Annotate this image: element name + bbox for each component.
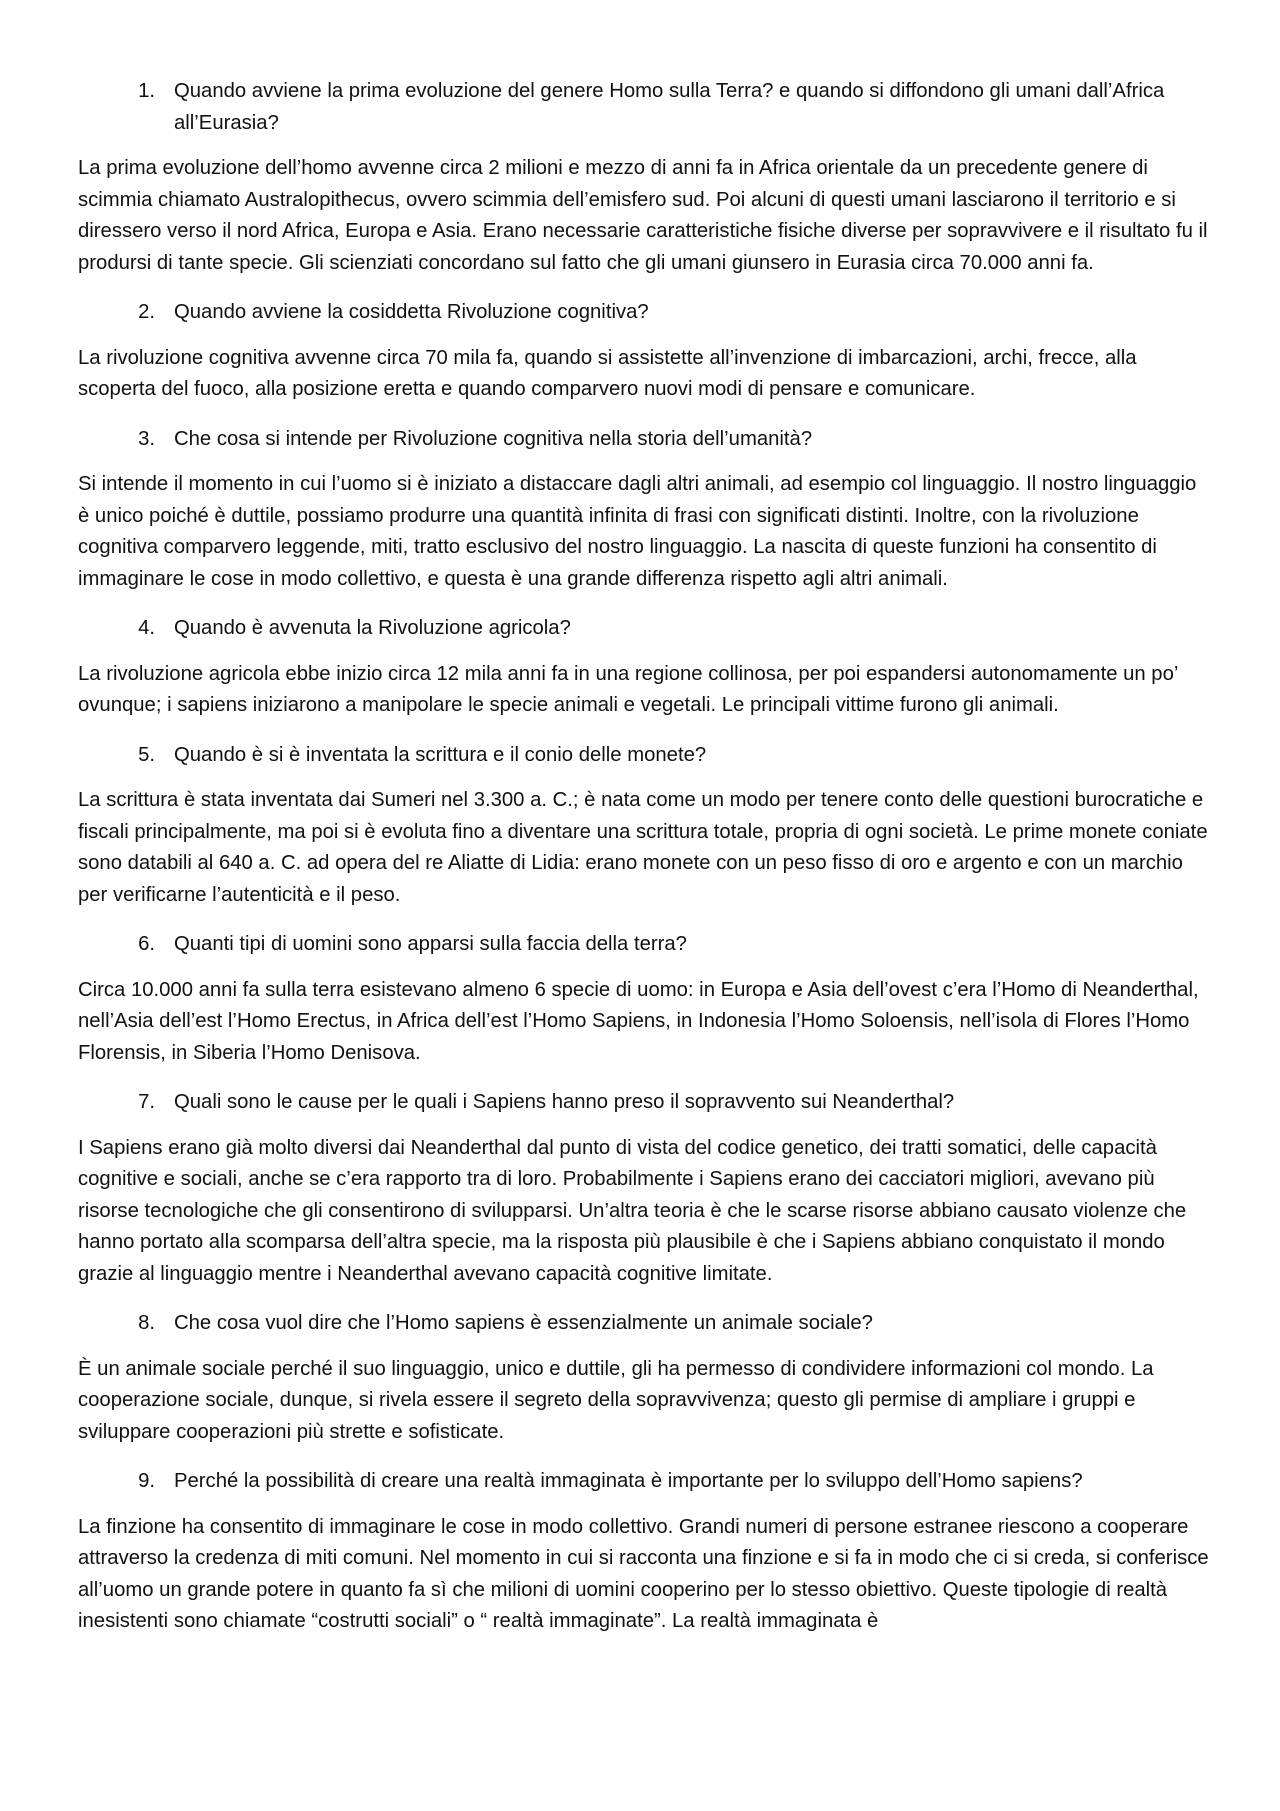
question-number: 9. bbox=[138, 1470, 155, 1492]
qa-item-4 bbox=[78, 613, 1213, 722]
question-number: 6. bbox=[138, 933, 155, 955]
question-number: 8. bbox=[138, 1312, 155, 1334]
question-text: Che cosa si intende per Rivoluzione cognitiva nella storia dell’umanità? bbox=[174, 427, 813, 450]
answer-4: La rivoluzione agricola ebbe inizio circa 12 mila anni fa in una regione collinosa, per poi espandersi autonomamente un po’ ovunque; i sapiens iniziarono a manipolare le specie animali e vegetali. Le principali vittime furono gli animali. bbox=[78, 662, 1178, 716]
question-text: Che cosa vuol dire che l’Homo sapiens è essenzialmente un animale sociale? bbox=[174, 1312, 873, 1334]
qa-item-9 bbox=[78, 1466, 1213, 1638]
answer-9: La finzione ha consentito di immaginare le cose in modo collettivo. Grandi numeri di persone estranee riescono a cooperare attraverso la credenza di miti comuni. Nel momento in cui si racconta una finzione e si fa in modo che ci si creda, si conferisce all’uomo un grande potere in quanto fa sì che milioni di uomini cooperino per lo stesso obiettivo. Queste tipologie di realtà inesistenti sono chiamate “costrutti sociali” o “ realtà immaginate”. La realtà immaginata è bbox=[78, 1515, 1209, 1632]
question-1 bbox=[78, 76, 1213, 139]
question-3 bbox=[78, 424, 1213, 456]
qa-item-7 bbox=[78, 1087, 1213, 1290]
question-6 bbox=[78, 929, 1213, 961]
question-text: Quando avviene la prima evoluzione del genere Homo sulla Terra? e quando si diffondono gli umani dall’Africa all’Eurasia? bbox=[174, 80, 1165, 134]
qa-item-2 bbox=[78, 297, 1213, 406]
question-5 bbox=[78, 740, 1213, 772]
answer-3: Si intende il momento in cui l’uomo si è iniziato a distaccare dagli altri animali, ad esempio col linguaggio. Il nostro linguaggio è unico poiché è duttile, possiamo produrre una quantità infinita di frasi con significati distinti. Inoltre, con la rivoluzione cognitiva comparvero leggende, miti, tratto esclusivo del nostro linguaggio. La nascita di queste funzioni ha consentito di immaginare le cose in modo collettivo, e questa è una grande differenza rispetto agli altri animali. bbox=[78, 473, 1197, 590]
question-9 bbox=[78, 1466, 1213, 1498]
question-number: 1. bbox=[138, 80, 155, 102]
question-number: 7. bbox=[138, 1091, 155, 1113]
question-text: Perché la possibilità di creare una realtà immaginata è importante per lo sviluppo dell’Homo sapiens? bbox=[174, 1470, 1083, 1492]
qa-item-5 bbox=[78, 740, 1213, 912]
question-8 bbox=[78, 1308, 1213, 1340]
qa-item-6 bbox=[78, 929, 1213, 1069]
question-2 bbox=[78, 297, 1213, 329]
answer-8: È un animale sociale perché il suo linguaggio, unico e duttile, gli ha permesso di condividere informazioni col mondo. La cooperazione sociale, dunque, si rivela essere il segreto della sopravvivenza; questo gli permise di ampliare i gruppi e sviluppare cooperazioni più strette e sofisticate. bbox=[78, 1357, 1154, 1443]
qa-item-8 bbox=[78, 1308, 1213, 1448]
question-number: 5. bbox=[138, 743, 155, 766]
answer-1: La prima evoluzione dell’homo avvenne circa 2 milioni e mezzo di anni fa in Africa orientale da un precedente genere di scimmia chiamato Australopithecus, ovvero scimmia dell’emisfero sud. Poi alcuni di questi umani lasciarono il territorio e si diressero verso il nord Africa, Europa e Asia. Erano necessarie caratteristiche fisiche diverse per sopravvivere e il risultato fu il prodursi di tante specie. Gli scienziati concordano sul fatto che gli umani giunsero in Eurasia circa 70.000 anni fa. bbox=[78, 157, 1208, 274]
question-text: Quando è si è inventata la scrittura e il conio delle monete? bbox=[174, 743, 707, 766]
answer-2: La rivoluzione cognitiva avvenne circa 70 mila fa, quando si assistette all’invenzione di imbarcazioni, archi, frecce, alla scoperta del fuoco, alla posizione eretta e quando comparvero nuovi modi di pensare e comunicare. bbox=[78, 346, 1137, 400]
answer-6: Circa 10.000 anni fa sulla terra esistevano almeno 6 specie di uomo: in Europa e Asia dell’ovest c’era l’Homo di Neanderthal, nell’Asia dell’est l’Homo Erectus, in Africa dell’est l’Homo Sapiens, in Indonesia l’Homo Soloensis, nell’isola di Flores l’Homo Florensis, in Siberia l’Homo Denisova. bbox=[78, 978, 1199, 1064]
question-text: Quali sono le cause per le quali i Sapiens hanno preso il sopravvento sui Neanderthal? bbox=[174, 1091, 955, 1113]
qa-item-3 bbox=[78, 424, 1213, 596]
question-4 bbox=[78, 613, 1213, 645]
question-text: Quando è avvenuta la Rivoluzione agricola? bbox=[174, 617, 571, 639]
document-page bbox=[78, 76, 1213, 1656]
answer-7: I Sapiens erano già molto diversi dai Neanderthal dal punto di vista del codice genetico, dei tratti somatici, delle capacità cognitive e sociali, anche se c’era rapporto tra di loro. Probabilmente i Sapiens erano dei cacciatori migliori, avevano più risorse tecnologiche che gli consentirono di svilupparsi. Un’altra teoria è che le scarse risorse abbiano causato violenze che hanno portato alla scomparsa dell’altra specie, ma la risposta più plausibile è che i Sapiens abbiano conquistato il mondo grazie al linguaggio mentre i Neanderthal avevano capacità cognitive limitate. bbox=[78, 1136, 1187, 1285]
answer-5: La scrittura è stata inventata dai Sumeri nel 3.300 a. C.; è nata come un modo per tenere conto delle questioni burocratiche e fiscali principalmente, ma poi si è evoluta fino a diventare una scrittura totale, propria di ogni società. Le prime monete coniate sono databili al 640 a. C. ad opera del re Aliatte di Lidia: erano monete con un peso fisso di oro e argento e con un marchio per verificarne l’autenticità e il peso. bbox=[78, 789, 1208, 906]
question-number: 2. bbox=[138, 301, 155, 323]
question-7 bbox=[78, 1087, 1213, 1119]
question-text: Quanti tipi di uomini sono apparsi sulla faccia della terra? bbox=[174, 933, 687, 955]
qa-item-1 bbox=[78, 76, 1213, 279]
question-text: Quando avviene la cosiddetta Rivoluzione cognitiva? bbox=[174, 301, 649, 323]
question-number: 4. bbox=[138, 617, 155, 639]
question-number: 3. bbox=[138, 427, 155, 450]
